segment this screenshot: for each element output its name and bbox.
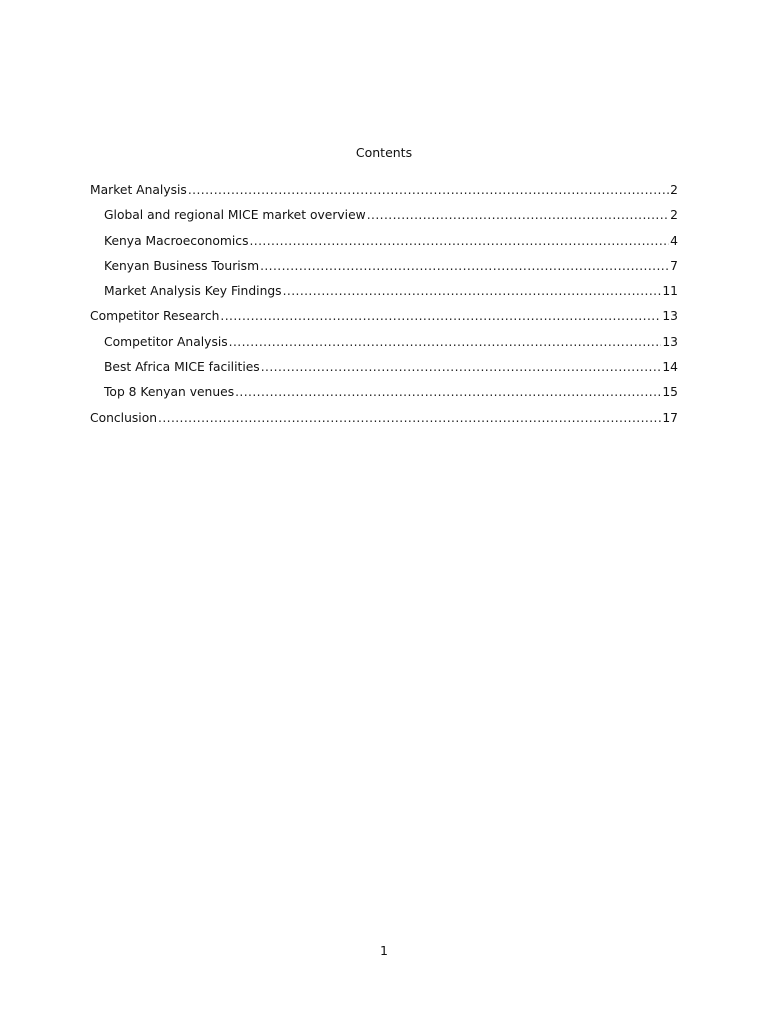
toc-entry-kenyan-business-tourism[interactable] [90, 257, 678, 282]
toc-entry-label: Market Analysis [90, 183, 187, 197]
toc-entry-label: Competitor Analysis [104, 334, 228, 349]
toc-dot-leader [249, 232, 669, 250]
toc-entry-top-kenyan-venues[interactable] [90, 383, 678, 408]
toc-entry-page: 13 [662, 334, 678, 349]
toc-entry-label: Best Africa MICE facilities [104, 360, 260, 375]
toc-entry-page: 2 [670, 183, 678, 197]
toc-dot-leader [261, 358, 662, 376]
toc-entry-page: 14 [662, 360, 678, 375]
toc-entry-label: Global and regional MICE market overview [104, 208, 366, 223]
toc-entry-key-findings[interactable] [90, 282, 678, 307]
toc-dot-leader [235, 383, 661, 401]
toc-dot-leader [283, 282, 662, 300]
toc-entry-market-analysis[interactable] [90, 181, 678, 206]
toc-entry-conclusion[interactable] [90, 409, 678, 434]
toc-dot-leader [158, 409, 661, 427]
toc-entry-label: Kenyan Business Tourism [104, 258, 260, 273]
page-number: 1 [380, 943, 388, 958]
toc-entry-page: 2 [670, 208, 678, 223]
toc-entry-kenya-macroeconomics[interactable] [90, 232, 678, 257]
toc-entry-page: 15 [662, 385, 678, 400]
toc-dot-leader [220, 307, 661, 325]
toc-dot-leader [188, 181, 669, 199]
toc-entry-page: 7 [670, 258, 678, 273]
toc-entry-competitor-analysis[interactable] [90, 333, 678, 358]
toc-entry-competitor-research[interactable] [90, 307, 678, 332]
toc-dot-leader [260, 257, 669, 275]
toc-entry-label: Top 8 Kenyan venues [104, 385, 235, 400]
toc-entry-label: Competitor Research [90, 309, 220, 324]
toc-entry-best-africa-mice[interactable] [90, 358, 678, 383]
toc-title: Contents [355, 145, 413, 160]
toc-entry-page: 17 [662, 410, 678, 425]
toc-dot-leader [367, 206, 669, 224]
toc-entry-page: 4 [670, 233, 678, 248]
toc-entry-page: 11 [662, 284, 678, 299]
toc-entry-global-mice-overview[interactable] [90, 206, 678, 231]
toc-dot-leader [229, 333, 662, 351]
toc-entry-label: Market Analysis Key Findings [104, 284, 282, 299]
toc-entry-label: Kenya Macroeconomics [104, 233, 249, 248]
table-of-contents [90, 181, 678, 434]
toc-entry-page: 13 [662, 309, 678, 324]
toc-entry-label: Conclusion [90, 410, 158, 425]
